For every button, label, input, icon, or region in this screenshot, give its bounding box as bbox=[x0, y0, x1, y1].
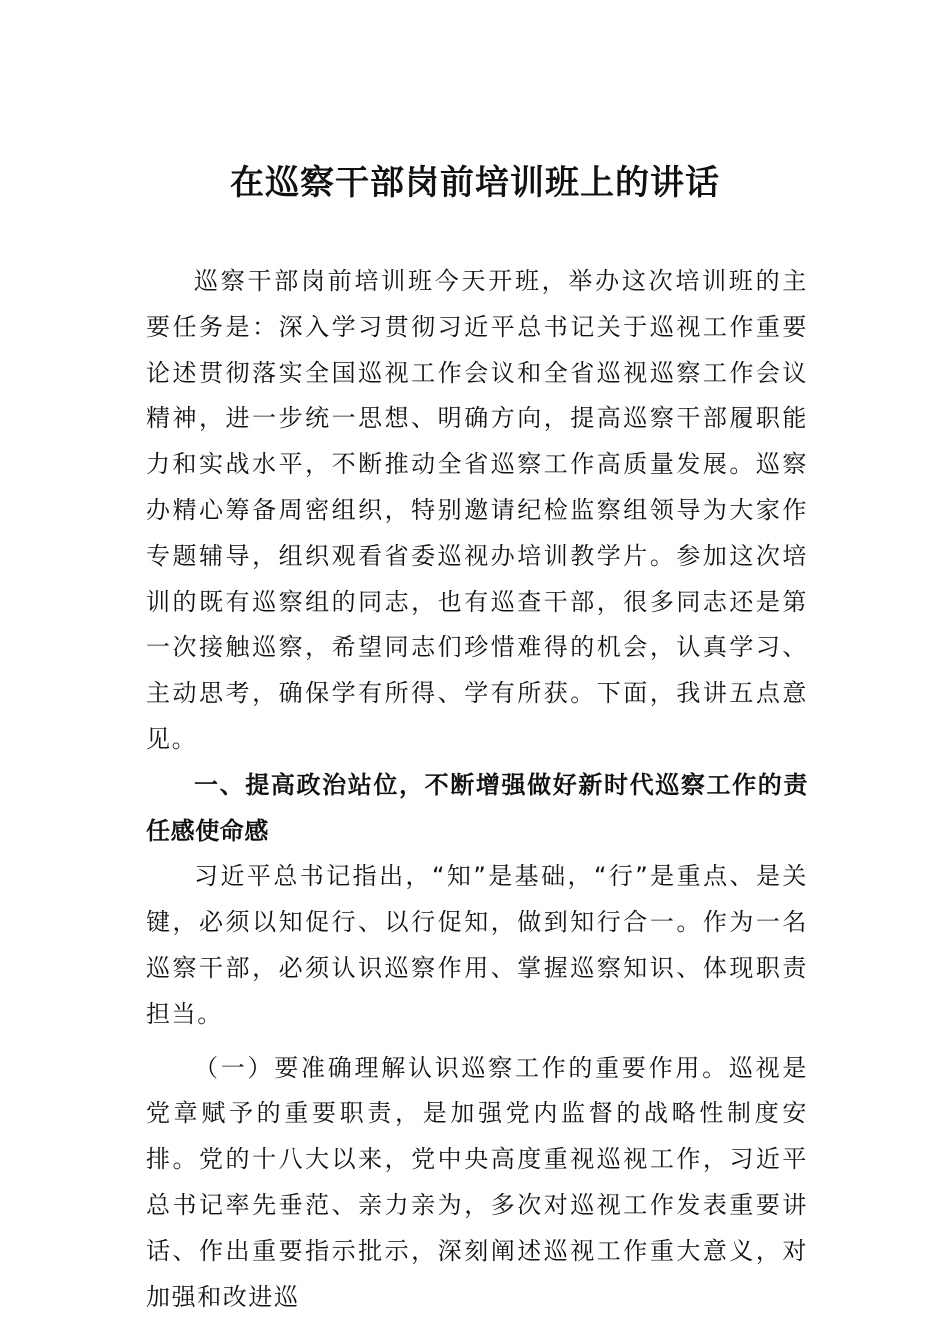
subsection-lead-1: （一）要准确理解认识巡察工作的重要作用。 bbox=[194, 1053, 729, 1082]
section-intro-paragraph: 习近平总书记指出，“知”是基础，“行”是重点、是关键，必须以知促行、以行促知，做到知行合一。作为一名巡察干部，必须认识巡察作用、掌握巡察知识、体现职责担当。 bbox=[146, 862, 808, 1028]
document-body bbox=[146, 259, 808, 1320]
opening-paragraph: 巡察干部岗前培训班今天开班，举办这次培训班的主要任务是：深入学习贯彻习近平总书记关于巡视工作重要论述贯彻落实全国巡视工作会议和全省巡视巡察工作会议精神，进一步统一思想、明确方向，提高巡察干部履职能力和实战水平，不断推动全省巡察工作高质量发展。巡察办精心筹备周密组织，特别邀请纪检监察组领导为大家作专题辅导，组织观看省委巡视办培训教学片。参加这次培训的既有巡察组的同志，也有巡查干部，很多同志还是第一次接触巡察，希望同志们珍惜难得的机会，认真学习、主动思考，确保学有所得、学有所获。下面，我讲五点意见。 bbox=[146, 267, 808, 753]
subsection-paragraph-1 bbox=[146, 1046, 808, 1321]
subsection-text-1: 巡视是党章赋予的重要职责，是加强党内监督的战略性制度安排。党的十八大以来，党中央高度重视巡视工作，习近平总书记率先垂范、亲力亲为，多次对巡视工作发表重要讲话、作出重要指示批示，深刻阐述巡视工作重大意义，对加强和改进巡 bbox=[146, 1053, 808, 1311]
document-title: 在巡察干部岗前培训班上的讲话 bbox=[230, 163, 720, 203]
section-heading-1: 一、提高政治站位，不断增强做好新时代巡察工作的责任感使命感 bbox=[146, 770, 808, 845]
